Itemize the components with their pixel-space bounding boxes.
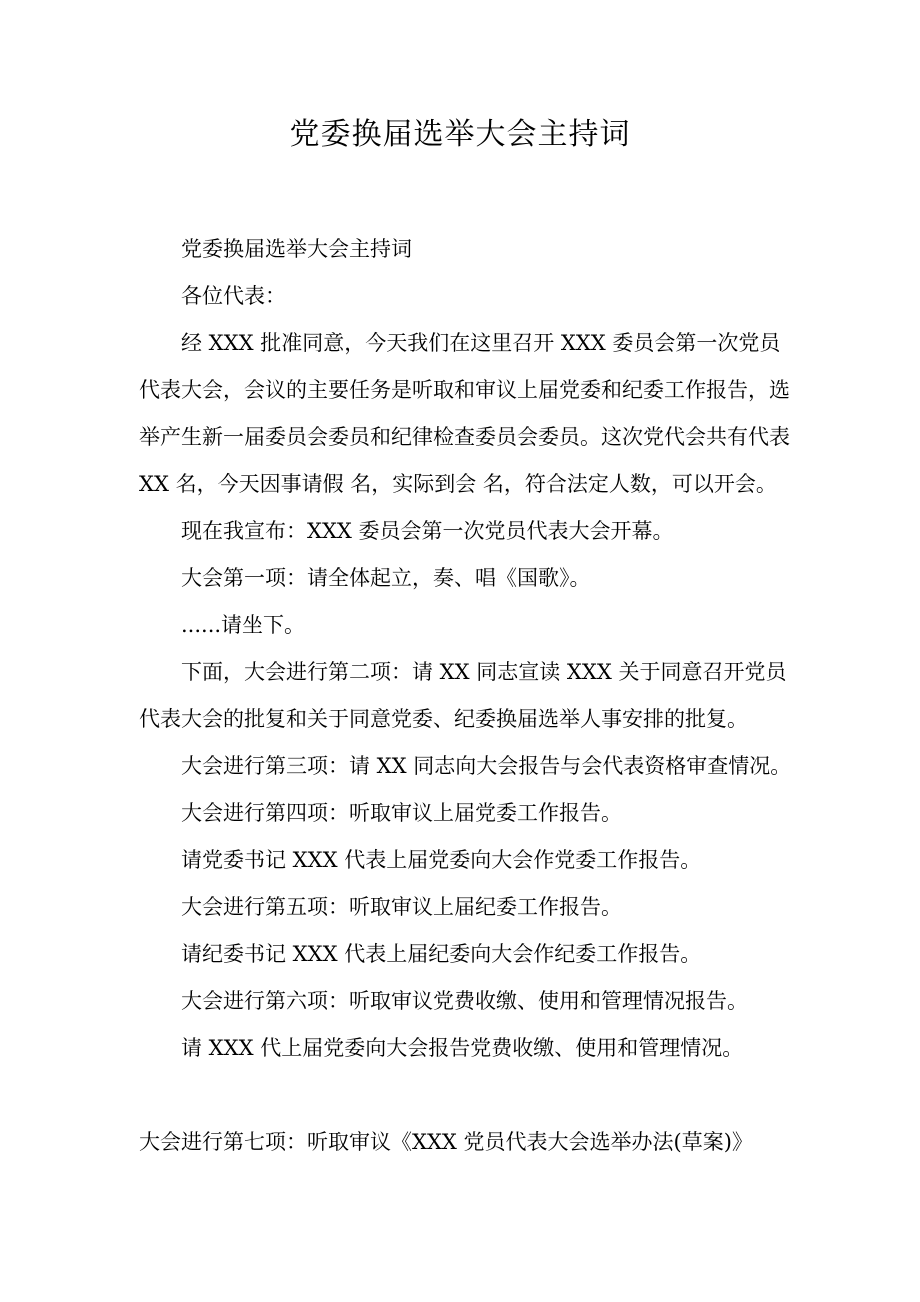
document-body	[139, 226, 795, 1166]
paragraph-opening: 经 XXX 批准同意，今天我们在这里召开 XXX 委员会第一次党员代表大会，会议的主要任务是听取和审议上届党委和纪委工作报告，选举产生新一届委员会委员和纪律检查委员会委员。这次党代会共有代表 XX 名，今天因事请假 名，实际到会 名，符合法定人数，可以开会。	[139, 331, 797, 496]
paragraph-item-5: 大会进行第五项：听取审议上届纪委工作报告。	[181, 895, 622, 919]
paragraph-item-3: 大会进行第三项：请 XX 同志向大会报告与会代表资格审查情况。	[181, 754, 792, 778]
paragraph-item-2: 下面，大会进行第二项：请 XX 同志宣读 XXX 关于同意召开党员代表大会的批复和关于同意党委、纪委换届选举人事安排的批复。	[139, 660, 787, 731]
document-title: 党委换届选举大会主持词	[289, 117, 631, 152]
paragraph-salutation: 各位代表：	[181, 284, 286, 308]
paragraph-fee-report: 请 XXX 代上届党委向大会报告党费收缴、使用和管理情况。	[181, 1036, 744, 1060]
paragraph-party-report: 请党委书记 XXX 代表上届党委向大会作党委工作报告。	[181, 848, 702, 872]
paragraph-subtitle: 党委换届选举大会主持词	[181, 237, 412, 261]
paragraph-item-7: 大会进行第七项：听取审议《XXX 党员代表大会选举办法(草案)》	[139, 1083, 753, 1154]
paragraph-item-4: 大会进行第四项：听取审议上届党委工作报告。	[181, 801, 622, 825]
paragraph-announcement: 现在我宣布：XXX 委员会第一次党员代表大会开幕。	[181, 519, 674, 543]
paragraph-please-sit: ......请坐下。	[181, 613, 306, 637]
paragraph-discipline-report: 请纪委书记 XXX 代表上届纪委向大会作纪委工作报告。	[181, 942, 702, 966]
paragraph-item-1: 大会第一项：请全体起立，奏、唱《国歌》。	[181, 566, 591, 590]
paragraph-item-6: 大会进行第六项：听取审议党费收缴、使用和管理情况报告。	[181, 989, 748, 1013]
